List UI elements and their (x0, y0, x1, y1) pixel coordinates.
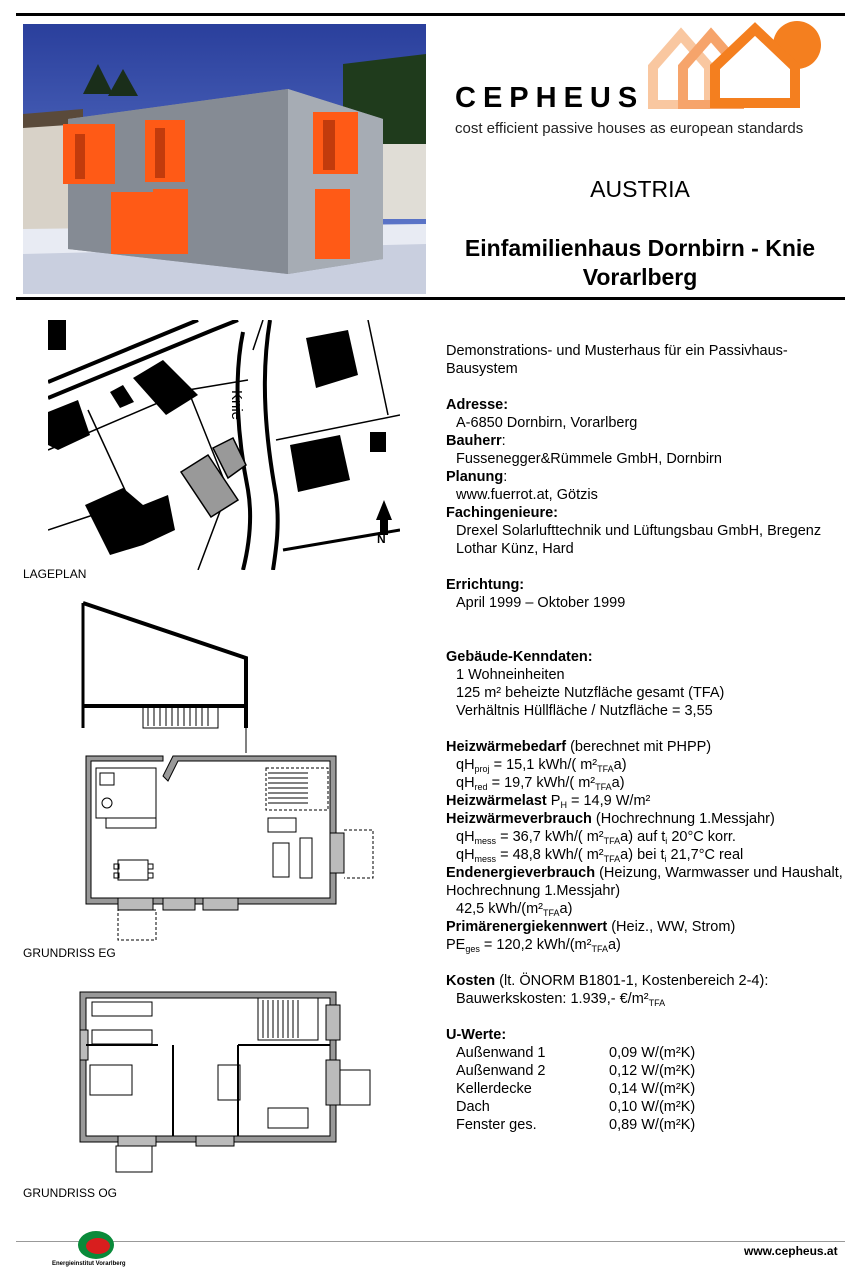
country-heading: AUSTRIA (590, 176, 690, 202)
fachingenieure-value-1: Drexel Solarlufttechnik und Lüftungsbau GmbH, Bregenz (456, 523, 822, 539)
hwv-label: Heizwärmeverbrauch (446, 811, 592, 827)
energieinstitut-logo-icon (76, 1229, 116, 1261)
intro-text: Demonstrations- und Musterhaus für ein Passivhaus-Bausystem (446, 343, 788, 377)
street-label: Knie (228, 390, 245, 421)
uwerte-label: U-Werte: (446, 1027, 507, 1043)
hwb-label: Heizwärmebedarf (446, 739, 567, 755)
eev-label: Endenergieverbrauch (446, 865, 596, 881)
hwv-real: $qH_{mess} = 48,8$ kWh/( $m^2_{TFA}a$) bei $t_i$ 21,7°C real (456, 847, 744, 864)
project-info: Demonstrations- und Musterhaus für ein Passivhaus-Bausystem Adresse: A-6850 Dornbirn, Vorarlberg Bauherr: Fussenegger&Rümmele GmbH, Dornbirn Planung: www.fuerrot.at, Götzis Fachingenieure: Drexel Solarlufttechnik und Lüftungsbau GmbH, Bregenz Lothar Künz, Hard Errichtung: April 1999 – Oktober 1999 Gebäude-Kenndaten: 1 Wohneinheiten 125 m² beheizte Nutzfläche gesamt (TFA) Verhältnis Hüllfläche / Nutzfläche = 3,55 Heizwärmebedarf (berechnet mit PHPP) $qH_{proj} = 15,1$ kWh/( $m^2_{TFA}a$) $qH_{red} = 19,7$ kWh/( $m^2_{TFA}a$) Heizwärmelast $P_H = 14,9$ W/m² Heizwärmeverbrauch (Hochrechnung 1.Messjahr) $qH_{mess} = 36,7$ kWh/( $m^2_{TFA}a$) auf $t_i$ 20°C korr. $qH_{mess} = 48,8$ kWh/( $m^2_{TFA}a$) bei $t_i$ 21,7°C real Endenergieverbrauch (Heizung, Warmwasser und Haushalt, Hochrechnung 1.Messjahr) 42,5 kWh/$(m^2_{TFA}a)$ Primärenergiekennwert (Heiz., WW, Strom) $PE_{ges} = 120,2$ kWh/$(m^2_{TFA}a)$ Kosten (lt. ÖNORM B1801-1, Kostenbereich 2-4): Bauwerkskosten: 1.939,- $€/m^2_{TFA}$ U-Werte: Außenwand 1 0,09 W/(m²K) Außenwand 2 0,12 W/(m²K) Kellerdecke 0,14 W/(m²K) Dach 0,10 W/(m²K) Fenster ges. 0,89 W/(m²K) (446, 342, 846, 1134)
fachingenieure-value-2: Lothar Künz, Hard (456, 541, 574, 557)
footer-rule (16, 1241, 845, 1242)
footer-url[interactable]: www.cepheus.at (744, 1244, 838, 1258)
floorplan-upper (78, 990, 378, 1175)
hwv-korr: $qH_{mess} = 36,7$ kWh/( $m^2_{TFA}a$) auf $t_i$ 20°C korr. (456, 829, 736, 846)
kosten-value: Bauwerkskosten: 1.939,- $€/m^2_{TFA}$ (456, 991, 666, 1008)
bauherr-value: Fussenegger&Rümmele GmbH, Dornbirn (456, 451, 722, 467)
kosten-note: (lt. ÖNORM B1801-1, Kostenbereich 2-4): (495, 973, 769, 989)
grundriss-og-caption: GRUNDRISS OG (23, 1186, 118, 1200)
kenndaten-3: Verhältnis Hüllfläche / Nutzfläche = 3,55 (456, 703, 713, 719)
bauherr-label: Bauherr (446, 433, 502, 449)
kenndaten-label: Gebäude-Kenndaten: (446, 649, 593, 665)
project-title (440, 234, 840, 292)
kenndaten-2: 125 m² beheizte Nutzfläche gesamt (TFA) (456, 685, 725, 701)
hwb-proj: $qH_{proj} = 15,1$ kWh/( $m^2_{TFA}a$) (456, 757, 627, 774)
hwb-note: (berechnet mit PHPP) (566, 739, 712, 755)
north-label: N (377, 532, 386, 546)
project-title-line2: Vorarlberg (582, 264, 698, 290)
pe-value: $PE_{ges} = 120,2$ kWh/$(m^2_{TFA}a)$ (446, 937, 621, 954)
project-title-line1: Einfamilienhaus Dornbirn - Knie (464, 235, 816, 261)
errichtung-label: Errichtung: (446, 577, 525, 593)
grundriss-eg-caption: GRUNDRISS EG (23, 946, 116, 960)
brand-tagline: cost efficient passive houses as european standards (455, 120, 804, 137)
brand-name: CEPHEUS (455, 82, 645, 114)
header-rule (16, 297, 845, 300)
hwb-red: $qH_{red} = 19,7$ kWh/( $m^2_{TFA}a$) (456, 775, 625, 792)
hwv-note: (Hochrechnung 1.Messjahr) (591, 811, 775, 827)
house-photo (23, 24, 426, 294)
uwert-row: Außenwand 1 0,09 W/(m²K) (456, 1045, 696, 1061)
planung-value: www.fuerrot.at, Götzis (456, 487, 598, 503)
kosten-label: Kosten (446, 973, 496, 989)
uwert-row: Kellerdecke 0,14 W/(m²K) (456, 1081, 696, 1097)
pek-label: Primärenergiekennwert (446, 919, 608, 935)
kenndaten-1: 1 Wohneinheiten (456, 667, 565, 683)
top-rule (16, 13, 845, 16)
eev-note: (Heizung, Warmwasser und Haushalt, Hochrechnung 1.Messjahr) (446, 865, 843, 899)
fachingenieure-label: Fachingenieure: (446, 505, 558, 521)
floorplan-ground (78, 598, 378, 943)
cepheus-logo-icon (645, 17, 825, 109)
site-plan (48, 320, 400, 570)
eev-value: 42,5 kWh/$(m^2_{TFA}a)$ (456, 901, 573, 918)
pek-note: (Heiz., WW, Strom) (607, 919, 736, 935)
adresse-label: Adresse: (446, 397, 509, 413)
uwert-row: Dach 0,10 W/(m²K) (456, 1099, 696, 1115)
hwl-row: Heizwärmelast $P_H = 14,9$ W/m² (446, 793, 651, 810)
uwert-row: Außenwand 2 0,12 W/(m²K) (456, 1063, 696, 1079)
planung-label: Planung (446, 469, 504, 485)
errichtung-value: April 1999 – Oktober 1999 (456, 595, 626, 611)
energieinstitut-logo-text: Energieinstitut Vorarlberg (52, 1261, 126, 1267)
lageplan-caption: LAGEPLAN (23, 567, 87, 581)
adresse-value: A-6850 Dornbirn, Vorarlberg (456, 415, 638, 431)
uwert-row: Fenster ges. 0,89 W/(m²K) (456, 1117, 696, 1133)
